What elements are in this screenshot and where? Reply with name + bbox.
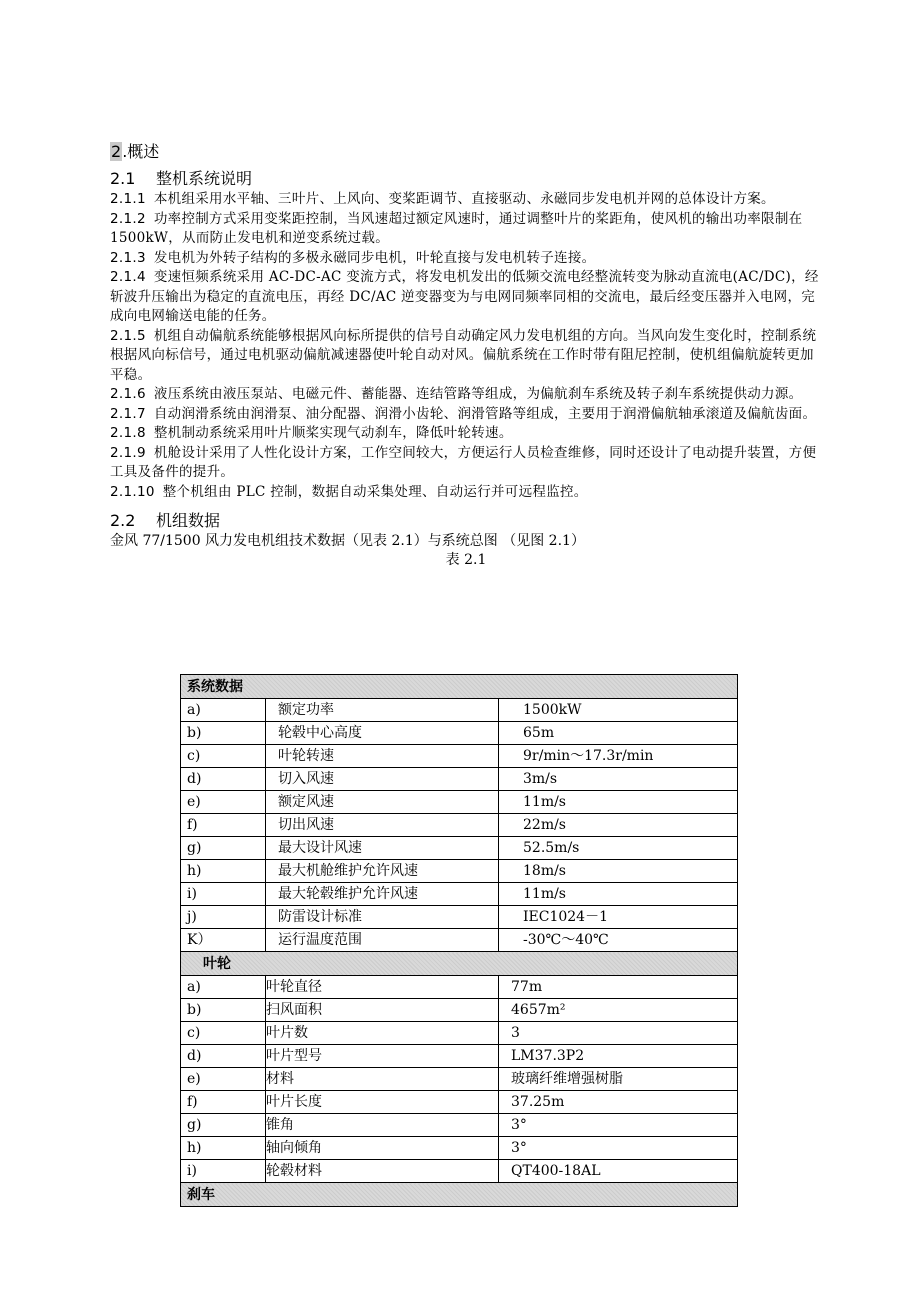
row-name: 最大机舱维护允许风速 — [266, 860, 499, 883]
row-key: c) — [181, 745, 266, 768]
table-row — [181, 699, 738, 722]
row-name: 叶轮转速 — [266, 745, 499, 768]
row-name: 切出风速 — [266, 814, 499, 837]
paragraph: 2.1.4 变速恒频系统采用 AC-DC-AC 变流方式，将发电机发出的低频交流电经整流转变为脉动直流电(AC/DC)，经斩波升压输出为稳定的直流电压，再经 DC/AC 逆变器变为与电网同频率同相的交流电，最后经变压器并入电网，完成向电网输送电能的任务。 — [110, 269, 819, 324]
row-key: i) — [181, 883, 266, 906]
table-header-row — [181, 952, 738, 976]
row-name: 锥角 — [266, 1114, 499, 1137]
row-name: 额定风速 — [266, 791, 499, 814]
paragraph: 2.1.10 整个机组由 PLC 控制，数据自动采集处理、自动运行并可远程监控。 — [110, 483, 588, 500]
row-value: 3° — [499, 1114, 738, 1137]
row-value: 11m/s — [499, 791, 738, 814]
paragraph: 2.1.8 整机制动系统采用叶片顺桨实现气动刹车，降低叶轮转速。 — [110, 425, 513, 441]
paragraph: 2.1.1 本机组采用水平轴、三叶片、上风向、变桨距调节、直接驱动、永磁同步发电机并网的总体设计方案。 — [110, 191, 775, 207]
row-name: 轴向倾角 — [266, 1137, 499, 1160]
row-key: b) — [181, 722, 266, 745]
row-key: b) — [181, 999, 266, 1022]
row-key: j) — [181, 906, 266, 929]
row-name: 叶片数 — [266, 1022, 499, 1045]
row-value: 22m/s — [499, 814, 738, 837]
section-title: .概述 — [122, 142, 160, 161]
row-name: 切入风速 — [266, 768, 499, 791]
row-name: 扫风面积 — [266, 999, 499, 1022]
section-number: 2 — [111, 142, 122, 161]
table-row — [181, 1022, 738, 1045]
row-key: f) — [181, 1091, 266, 1114]
table-row — [181, 976, 738, 999]
row-value: 18m/s — [499, 860, 738, 883]
table-row — [181, 791, 738, 814]
row-value: 1500kW — [499, 699, 738, 722]
subsection-number: 2.2 — [110, 511, 136, 530]
table-row — [181, 860, 738, 883]
document-page — [110, 140, 822, 569]
row-value: QT400-18AL — [499, 1160, 738, 1183]
system-data-header: 系统数据 — [181, 675, 738, 699]
row-name: 额定功率 — [266, 699, 499, 722]
row-key: i) — [181, 1160, 266, 1183]
table-header-row — [181, 675, 738, 699]
row-key: a) — [181, 976, 266, 999]
row-name: 材料 — [266, 1068, 499, 1091]
table-row — [181, 768, 738, 791]
table-row — [181, 745, 738, 768]
row-key: e) — [181, 791, 266, 814]
subsection-number: 2.1 — [110, 169, 136, 188]
table-row — [181, 929, 738, 952]
row-value: -30℃～40℃ — [499, 929, 738, 952]
paragraph: 2.1.3 发电机为外转子结构的多极永磁同步电机，叶轮直接与发电机转子连接。 — [110, 249, 596, 266]
subsection-title: 整机系统说明 — [156, 169, 253, 188]
paragraph: 2.1.6 液压系统由液压泵站、电磁元件、蓄能器、连结管路等组成，为偏航刹车系统及转子刹车系统提供动力源。 — [110, 386, 803, 402]
rotor-header: 叶轮 — [181, 952, 738, 976]
table-row — [181, 837, 738, 860]
table-row — [181, 814, 738, 837]
row-name: 叶轮直径 — [266, 976, 499, 999]
table-row — [181, 1068, 738, 1091]
brake-header: 刹车 — [181, 1183, 738, 1207]
table-row — [181, 1137, 738, 1160]
paragraph: 2.1.5 机组自动偏航系统能够根据风向标所提供的信号自动确定风力发电机组的方向。当风向发生变化时，控制系统根据风向标信号，通过电机驱动偏航减速器使叶轮自动对风。偏航系统在工作时带有阻尼控制，使机组偏航旋转更加平稳。 — [110, 327, 817, 383]
system-rows — [181, 699, 738, 952]
table-row — [181, 1114, 738, 1137]
row-name: 轮毂材料 — [266, 1160, 499, 1183]
row-value: 3m/s — [499, 768, 738, 791]
row-key: f) — [181, 814, 266, 837]
paragraph: 2.1.2 功率控制方式采用变桨距控制，当风速超过额定风速时，通过调整叶片的桨距角，使风机的输出功率限制在 1500kW，从而防止发电机和逆变系统过载。 — [110, 210, 803, 246]
table-row — [181, 999, 738, 1022]
row-key: e) — [181, 1068, 266, 1091]
row-value: IEC1024－1 — [499, 906, 738, 929]
row-name: 最大轮毂维护允许风速 — [266, 883, 499, 906]
row-key: c) — [181, 1022, 266, 1045]
row-name: 轮毂中心高度 — [266, 722, 499, 745]
row-value: 37.25m — [499, 1091, 738, 1114]
row-key: g) — [181, 1114, 266, 1137]
row-value: 11m/s — [499, 883, 738, 906]
spec-table — [180, 674, 738, 1207]
row-value: 玻璃纤维增强树脂 — [499, 1068, 738, 1091]
row-key: h) — [181, 1137, 266, 1160]
intro-text: 金风 77/1500 风力发电机组技术数据（见表 2.1）与系统总图 （见图 2.1） — [110, 533, 585, 549]
row-name: 叶片型号 — [266, 1045, 499, 1068]
section-heading — [110, 140, 822, 164]
row-key: d) — [181, 1045, 266, 1068]
row-value: 77m — [499, 976, 738, 999]
row-name: 运行温度范围 — [266, 929, 499, 952]
table-row — [181, 906, 738, 929]
row-value: 9r/min～17.3r/min — [499, 745, 738, 768]
row-value: 52.5m/s — [499, 837, 738, 860]
table-row — [181, 1160, 738, 1183]
row-value: 65m — [499, 722, 738, 745]
table-caption: 表 2.1 — [445, 552, 487, 568]
table-row — [181, 1091, 738, 1114]
row-value: 3 — [499, 1022, 738, 1045]
row-key: g) — [181, 837, 266, 860]
row-key: a) — [181, 699, 266, 722]
row-key: K） — [181, 929, 266, 952]
subsection-heading-2-2 — [110, 510, 822, 532]
subsection-title: 机组数据 — [156, 511, 221, 530]
row-value: LM37.3P2 — [499, 1045, 738, 1068]
paragraph: 2.1.9 机舱设计采用了人性化设计方案，工作空间较大，方便运行人员检查维修，同时还设计了电动提升装置，方便工具及备件的提升。 — [110, 444, 817, 480]
row-name: 最大设计风速 — [266, 837, 499, 860]
row-key: d) — [181, 768, 266, 791]
row-name: 防雷设计标准 — [266, 906, 499, 929]
row-name: 叶片长度 — [266, 1091, 499, 1114]
table-header-row — [181, 1183, 738, 1207]
table-row — [181, 883, 738, 906]
row-value: 3° — [499, 1137, 738, 1160]
row-key: h) — [181, 860, 266, 883]
paragraph: 2.1.7 自动润滑系统由润滑泵、油分配器、润滑小齿轮、润滑管路等组成，主要用于润滑偏航轴承滚道及偏航齿面。 — [110, 405, 817, 422]
rotor-rows — [181, 976, 738, 1183]
table-row — [181, 1045, 738, 1068]
row-value: 4657m² — [499, 999, 738, 1022]
table-row — [181, 722, 738, 745]
subsection-heading-2-1 — [110, 168, 822, 190]
